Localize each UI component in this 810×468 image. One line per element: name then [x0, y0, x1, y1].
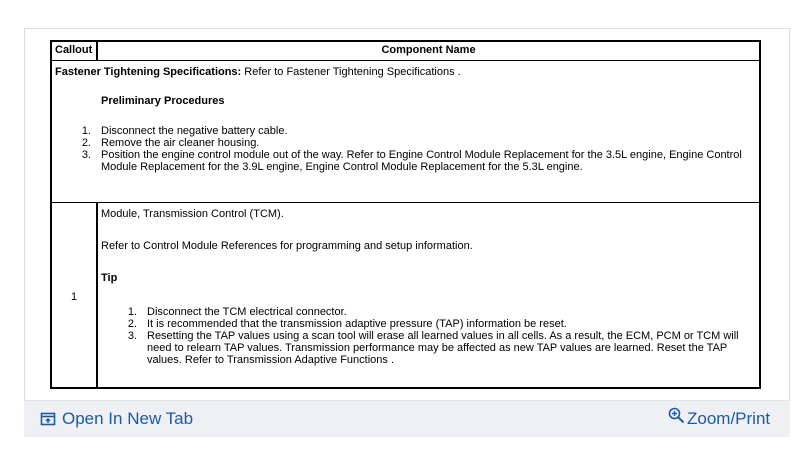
- component-table: [50, 40, 761, 389]
- table-header-row: [51, 41, 760, 60]
- fastener-text: Refer to Fastener Tightening Specifications .: [241, 65, 461, 78]
- fastener-label: Fastener Tightening Specifications:: [55, 65, 242, 78]
- preliminary-steps: [55, 125, 756, 173]
- open-new-tab-link[interactable]: [40, 409, 193, 429]
- table-row: [51, 202, 760, 388]
- fastener-spec: [55, 66, 756, 78]
- list-item: 2. It is recommended that the transmission adaptive pressure (TAP) information be reset.: [127, 317, 567, 330]
- zoom-icon: [668, 407, 684, 423]
- zoom-print-label: Zoom/Print: [687, 409, 771, 428]
- callout-header: Callout: [51, 41, 97, 60]
- intro-row: [51, 60, 760, 202]
- list-item: 3. Resetting the TAP values using a scan tool will erase all learned values in all cells. As a result, the ECM, PCM or TCM will need to relearn TAP values. Transmission performance may be affected as new TAP values are learned. Reset the TAP values. Refer to Transmission Adaptive Functions .: [127, 329, 739, 366]
- component-cell: [97, 202, 760, 388]
- tip-heading: Tip: [101, 271, 118, 284]
- callout-number: 1: [51, 202, 97, 388]
- component-name-header: Component Name: [97, 41, 760, 60]
- intro-cell: [51, 60, 760, 202]
- list-item: 1. Disconnect the TCM electrical connector.: [127, 305, 347, 318]
- open-new-tab-icon: [40, 411, 56, 427]
- zoom-print-link[interactable]: [668, 409, 770, 429]
- list-item: 1. Disconnect the negative battery cable.: [81, 124, 288, 137]
- list-item: 3. Position the engine control module out of the way. Refer to Engine Control Module Replacement for the 3.5L engine, Engine Control Module Replacement for the 3.9L engine, Engine Control Module Replacement for the 5.3L engine.: [81, 148, 742, 173]
- preliminary-heading: Preliminary Procedures: [101, 94, 225, 107]
- tip-steps: [101, 306, 756, 366]
- reference-text: Refer to Control Module References for programming and setup information.: [101, 239, 473, 252]
- list-item: 2. Remove the air cleaner housing.: [81, 136, 260, 149]
- open-new-tab-label: Open In New Tab: [62, 409, 194, 428]
- component-name: Module, Transmission Control (TCM).: [101, 207, 284, 220]
